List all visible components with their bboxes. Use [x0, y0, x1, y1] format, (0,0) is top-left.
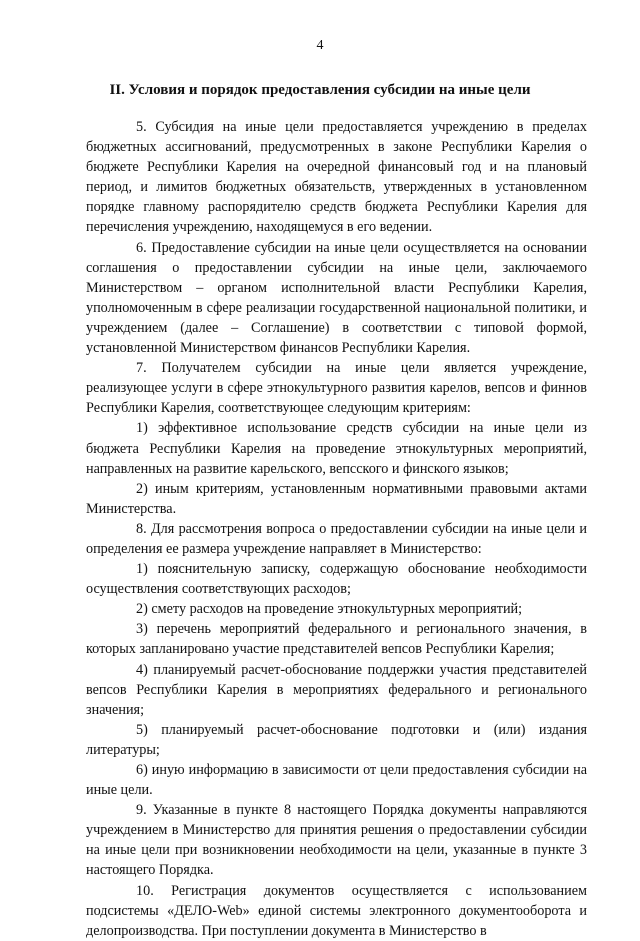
paragraph-6: 6. Предоставление субсидии на иные цели осуществляется на основании соглашения о предоставлении субсидии на иные цели, заключаемого Министерством – органом исполнительной власти Республики Карелия, уполномоченным в сфере реализации государственной национальной политики, и учреждением (далее – Соглашение) в соответствии с типовой формой, установленной Министерством финансов Республики Карелия. — [86, 239, 587, 357]
paragraph-10: 10. Регистрация документов осуществляется с использованием подсистемы «ДЕЛО-Web» единой системы электронного документооборота и делопроизводства. При поступлении документа в Министерство в — [86, 882, 587, 939]
page-number: 4 — [316, 38, 324, 53]
document-item-2: 2) смету расходов на проведение этнокультурных мероприятий; — [136, 601, 523, 618]
paragraph-8: 8. Для рассмотрения вопроса о предоставлении субсидии на иные цели и определения ее размера учреждение направляет в Министерство: — [86, 520, 587, 557]
document-item-5: 5) планируемый расчет-обоснование подготовки и (или) издания литературы; — [86, 721, 587, 758]
paragraph-7: 7. Получателем субсидии на иные цели является учреждение, реализующее услуги в сфере этнокультурного развития карелов, вепсов и финнов Республики Карелия, соответствующее следующим критериям: — [86, 360, 587, 417]
document-body — [86, 117, 587, 941]
criterion-2: 2) иным критериям, установленным нормативными правовыми актами Министерства. — [86, 480, 587, 517]
document-item-4: 4) планируемый расчет-обоснование поддержки участия представителей вепсов Республики Карелия в мероприятиях федерального и регионального значения; — [86, 661, 587, 718]
paragraph-9: 9. Указанные в пункте 8 настоящего Порядка документы направляются учреждением в Министерство для принятия решения о предоставлении субсидии на иные цели при возникновении необходимости на цели, указанные в пункте 3 настоящего Порядка. — [86, 802, 587, 879]
document-item-3: 3) перечень мероприятий федерального и регионального значения, в которых запланировано участие представителей вепсов Республики Карелия; — [86, 621, 587, 658]
section-title: II. Условия и порядок предоставления субсидии на иные цели — [109, 82, 531, 98]
paragraph-5: 5. Субсидия на иные цели предоставляется учреждению в пределах бюджетных ассигнований, предусмотренных в законе Республики Карелия о бюджете Республики Карелия на очередной финансовый год и на плановый период, и лимитов бюджетных обязательств, утвержденных в установленном порядке главному распорядителю средств бюджета Республики Карелия для перечисления учреждению, находящемуся в его ведении. — [86, 119, 587, 236]
criterion-1: 1) эффективное использование средств субсидии на иные цели из бюджета Республики Карелия на проведение этнокультурных мероприятий, направленных на развитие карельского, вепсского и финского языков; — [86, 420, 587, 477]
document-item-1: 1) пояснительную записку, содержащую обоснование необходимости осуществления соответствующих расходов; — [86, 561, 587, 598]
document-item-6: 6) иную информацию в зависимости от цели предоставления субсидии на иные цели. — [86, 762, 587, 799]
